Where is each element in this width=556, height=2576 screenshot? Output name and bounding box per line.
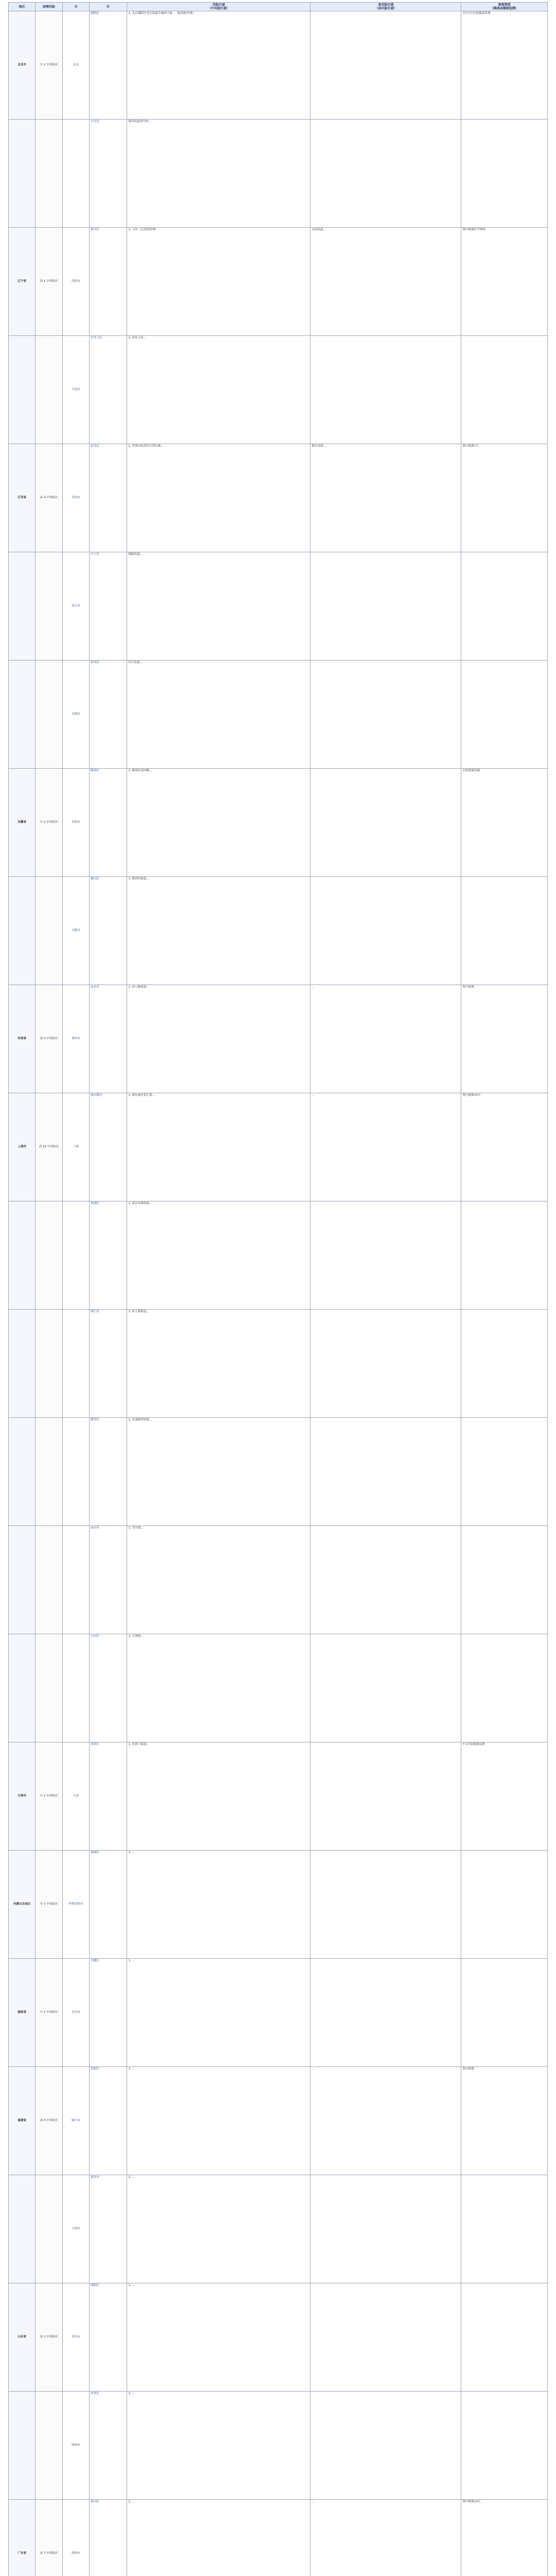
- district-cell: 浦东新区: [90, 1093, 127, 1201]
- city-cell: 宁德市: [62, 2175, 89, 2283]
- risk-level-cell: 高 1 中风险区: [36, 228, 62, 336]
- region-cell: 广东省: [9, 2500, 36, 2576]
- region-cell: 山东省: [9, 2283, 36, 2392]
- risk-level-cell: [36, 1310, 62, 1418]
- city-cell: [62, 1418, 89, 1526]
- high-risk-areas-cell: [310, 877, 461, 985]
- mid-risk-areas-cell: 新村街道看丹村...: [127, 120, 310, 228]
- high-risk-areas-cell: [310, 1851, 461, 1959]
- risk-level-cell: [36, 2175, 62, 2283]
- high-risk-areas-cell: [310, 1418, 461, 1526]
- district-cell: 南山区: [90, 2500, 127, 2576]
- city-cell: [62, 1634, 89, 1742]
- city-cell: 阜阳市: [62, 769, 89, 877]
- mid-risk-areas-cell: 1. 小区（已封闭管理）: [127, 228, 310, 336]
- mid-risk-areas-cell: 1. 经八路街道...: [127, 985, 310, 1093]
- table-row: [9, 552, 548, 660]
- table-row: [9, 769, 548, 877]
- district-cell: 朝阳区: [90, 11, 127, 120]
- header-note: 落地管控 （隔离或健康监测）: [461, 3, 548, 11]
- table-row: [9, 1093, 548, 1201]
- region-cell: [9, 120, 36, 228]
- control-note-cell: [461, 1851, 548, 1959]
- city-cell: 无锡市: [62, 660, 89, 769]
- region-cell: [9, 1418, 36, 1526]
- mid-risk-areas-cell: 1. 北京朝阳区望京街道阜通西大街...（低风险区域）: [127, 11, 310, 120]
- control-note-cell: [461, 660, 548, 769]
- district-cell: 岳麓区: [90, 1959, 127, 2067]
- header-city: 市: [62, 3, 89, 11]
- control-note-cell: [461, 1201, 548, 1310]
- district-cell: 思明区: [90, 2067, 127, 2175]
- high-risk-areas-cell: ...: [310, 2500, 461, 2576]
- high-risk-areas-cell: [310, 336, 461, 444]
- header-district: 区: [90, 3, 127, 11]
- table-row: [9, 336, 548, 444]
- risk-level-cell: [36, 120, 62, 228]
- table-row: [9, 660, 548, 769]
- mid-risk-areas-cell: 1. 彭浦新村街道...: [127, 1418, 310, 1526]
- region-cell: 福建省: [9, 2067, 36, 2175]
- header-level: 疫情风险: [36, 3, 62, 11]
- high-risk-areas-cell: [310, 1310, 461, 1418]
- risk-level-cell: [36, 552, 62, 660]
- risk-level-cell: 高 5 中风险区: [36, 2067, 62, 2175]
- mid-risk-areas-cell: 1. 斜土路街道...: [127, 1310, 310, 1418]
- table-row: [9, 11, 548, 120]
- control-note-cell: [461, 552, 548, 660]
- header-high: 高风险区域 （高风险区域）: [310, 3, 461, 11]
- risk-level-cell: [36, 1201, 62, 1310]
- mid-risk-areas-cell: 1. 稻香村街道...: [127, 877, 310, 985]
- risk-level-cell: 高 3 中风险区: [36, 985, 62, 1093]
- risk-level-cell: [36, 1634, 62, 1742]
- high-risk-areas-cell: 新区南部...: [310, 444, 461, 552]
- control-note-cell: 集中隔离: [461, 2067, 548, 2175]
- city-cell: 郑州市: [62, 985, 89, 1093]
- risk-level-cell: [36, 2392, 62, 2500]
- risk-level-cell: 高 15 中风险区: [36, 1093, 62, 1201]
- mid-risk-areas-cell: 1. 南京东路街道...: [127, 1201, 310, 1310]
- table-row: [9, 1201, 548, 1310]
- mid-risk-areas-cell: 1. ...: [127, 2392, 310, 2500]
- city-cell: 大连市: [62, 336, 89, 444]
- city-cell: 合肥市: [62, 877, 89, 985]
- high-risk-areas-cell: ...: [310, 1093, 461, 1201]
- risk-level-cell: 高 7 中风险区: [36, 2500, 62, 2576]
- mid-risk-areas-cell: 秣陵街道...: [127, 552, 310, 660]
- region-cell: 江苏省: [9, 444, 36, 552]
- region-cell: 北京市: [9, 11, 36, 120]
- region-cell: 天津市: [9, 1742, 36, 1851]
- region-cell: 安徽省: [9, 769, 36, 877]
- mid-risk-areas-cell: 1. 颍州区清河路...: [127, 769, 310, 877]
- risk-level-cell: 中 1 中风险区: [36, 1959, 62, 2067]
- district-cell: 甘井子区: [90, 336, 127, 444]
- risk-level-cell: [36, 336, 62, 444]
- region-cell: 内蒙古自治区: [9, 1851, 36, 1959]
- high-risk-areas-cell: [310, 11, 461, 120]
- table-row: [9, 2283, 548, 2392]
- risk-level-cell: 中 1 中风险区: [36, 1742, 62, 1851]
- district-cell: 新吴区: [90, 660, 127, 769]
- table-row: [9, 2175, 548, 2283]
- city-cell: 青岛市: [62, 2283, 89, 2392]
- city-cell: 深圳市: [62, 2500, 89, 2576]
- control-note-cell: 集中隔离14天: [461, 2500, 548, 2576]
- control-note-cell: [461, 2392, 548, 2500]
- district-cell: 蜀山区: [90, 877, 127, 985]
- control-note-cell: [461, 336, 548, 444]
- district-cell: 黄浦区: [90, 1201, 127, 1310]
- risk-zone-table: [8, 2, 548, 2576]
- city-cell: 北京: [62, 11, 89, 120]
- mid-risk-areas-cell: 1. 居住小区...: [127, 336, 310, 444]
- city-cell: 威海市: [62, 2392, 89, 2500]
- district-cell: 闵行区: [90, 1526, 127, 1634]
- risk-level-cell: 高 2 中风险区: [36, 2283, 62, 2392]
- control-note-cell: 集中隔离: [461, 985, 548, 1093]
- mid-risk-areas-cell: 1. ...: [127, 2500, 310, 2576]
- control-note-cell: [461, 1959, 548, 2067]
- district-cell: 姑苏区: [90, 444, 127, 552]
- high-risk-areas-cell: [310, 2175, 461, 2283]
- risk-level-cell: 高 4 中风险区: [36, 444, 62, 552]
- mid-risk-areas-cell: 旺庄街道...: [127, 660, 310, 769]
- high-risk-areas-cell: [310, 1634, 461, 1742]
- table-row: [9, 1959, 548, 2067]
- table-row: [9, 1742, 548, 1851]
- city-cell: 天津: [62, 1742, 89, 1851]
- high-risk-areas-cell: [310, 2392, 461, 2500]
- control-note-cell: 居家健康监测: [461, 769, 548, 877]
- region-cell: [9, 2392, 36, 2500]
- mid-risk-areas-cell: 1. ...: [127, 2175, 310, 2283]
- high-risk-areas-cell: [310, 769, 461, 877]
- control-note-cell: 集中隔离14天: [461, 1093, 548, 1201]
- region-cell: 辽宁省: [9, 228, 36, 336]
- risk-level-cell: [36, 660, 62, 769]
- control-note-cell: [461, 120, 548, 228]
- risk-level-cell: [36, 877, 62, 985]
- mid-risk-areas-cell: 1. 莘庄镇...: [127, 1526, 310, 1634]
- high-risk-areas-cell: ...: [310, 2067, 461, 2175]
- table-row: [9, 877, 548, 985]
- risk-level-cell: [36, 1418, 62, 1526]
- control-note-cell: [461, 1310, 548, 1418]
- district-cell: 江宁区: [90, 552, 127, 660]
- table-row: [9, 1526, 548, 1634]
- mid-risk-areas-cell: 1. ...: [127, 1959, 310, 2067]
- region-cell: [9, 1634, 36, 1742]
- header-region: 地区: [9, 3, 36, 11]
- city-cell: [62, 120, 89, 228]
- region-cell: [9, 1310, 36, 1418]
- mid-risk-areas-cell: 1. 浦东新区张江镇...: [127, 1093, 310, 1201]
- risk-level-cell: 中 2 中风险区: [36, 769, 62, 877]
- high-risk-areas-cell: [310, 1526, 461, 1634]
- city-cell: [62, 1201, 89, 1310]
- region-cell: [9, 877, 36, 985]
- city-cell: 南京市: [62, 552, 89, 660]
- risk-level-cell: [36, 1526, 62, 1634]
- table-row: [9, 1851, 548, 1959]
- district-cell: 环翠区: [90, 2392, 127, 2500]
- high-risk-areas-cell: ...: [310, 985, 461, 1093]
- city-cell: [62, 1526, 89, 1634]
- district-cell: 颍州区: [90, 769, 127, 877]
- city-cell: 苏州市: [62, 444, 89, 552]
- district-cell: 静安区: [90, 1418, 127, 1526]
- table-row: [9, 2500, 548, 2576]
- district-cell: 西青区: [90, 1742, 127, 1851]
- region-cell: [9, 1201, 36, 1310]
- table-row: [9, 2067, 548, 2175]
- district-cell: 和平区: [90, 228, 127, 336]
- control-note-cell: [461, 1526, 548, 1634]
- district-cell: 新城区: [90, 1851, 127, 1959]
- control-note-cell: [461, 2175, 548, 2283]
- district-cell: 宝山区: [90, 1634, 127, 1742]
- high-risk-areas-cell: [310, 2283, 461, 2392]
- high-risk-areas-cell: [310, 120, 461, 228]
- control-note-cell: 集中隔离7天: [461, 444, 548, 552]
- city-cell: 呼和浩特市: [62, 1851, 89, 1959]
- city-cell: 沈阳市: [62, 228, 89, 336]
- table-header-row: [9, 3, 548, 11]
- control-note-cell: [461, 1634, 548, 1742]
- table-row: [9, 1310, 548, 1418]
- table-row: [9, 1418, 548, 1526]
- region-cell: 湖南省: [9, 1959, 36, 2067]
- control-note-cell: 7天居家健康监测: [461, 1742, 548, 1851]
- mid-risk-areas-cell: 1. 西营门街道...: [127, 1742, 310, 1851]
- table-row: [9, 120, 548, 228]
- mid-risk-areas-cell: 1. ...: [127, 2067, 310, 2175]
- region-cell: [9, 1526, 36, 1634]
- district-cell: 丰台区: [90, 120, 127, 228]
- mid-risk-areas-cell: 1. 大场镇...: [127, 1634, 310, 1742]
- risk-level-cell: 中 1 中风险区: [36, 11, 62, 120]
- city-cell: 上海: [62, 1093, 89, 1201]
- high-risk-areas-cell: [310, 1742, 461, 1851]
- control-note-cell: [461, 877, 548, 985]
- district-cell: 城阳区: [90, 2283, 127, 2392]
- region-cell: [9, 660, 36, 769]
- city-cell: 厦门市: [62, 2067, 89, 2175]
- city-cell: [62, 1310, 89, 1418]
- region-cell: [9, 336, 36, 444]
- region-cell: 河南省: [9, 985, 36, 1093]
- table-row: [9, 1634, 548, 1742]
- control-note-cell: 实行7天居家健康监测: [461, 11, 548, 120]
- region-cell: [9, 2175, 36, 2283]
- district-cell: 徐汇区: [90, 1310, 127, 1418]
- high-risk-areas-cell: [310, 1959, 461, 2067]
- high-risk-areas-cell: 太原街道...: [310, 228, 461, 336]
- high-risk-areas-cell: [310, 1201, 461, 1310]
- high-risk-areas-cell: [310, 552, 461, 660]
- control-note-cell: [461, 2283, 548, 2392]
- district-cell: 福安市: [90, 2175, 127, 2283]
- district-cell: 金水区: [90, 985, 127, 1093]
- mid-risk-areas-cell: 1. ...: [127, 1851, 310, 1959]
- mid-risk-areas-cell: 1. ...: [127, 2283, 310, 2392]
- region-cell: 上海市: [9, 1093, 36, 1201]
- table-row: [9, 444, 548, 552]
- control-note-cell: 集中隔离医学观察: [461, 228, 548, 336]
- header-mid: 风险区域 （中风险区域）: [127, 3, 310, 11]
- document-sheet: [8, 2, 548, 2576]
- city-cell: 长沙市: [62, 1959, 89, 2067]
- control-note-cell: [461, 1418, 548, 1526]
- high-risk-areas-cell: [310, 660, 461, 769]
- risk-level-cell: 中 1 中风险区: [36, 1851, 62, 1959]
- table-row: [9, 2392, 548, 2500]
- mid-risk-areas-cell: 1. 苏州市姑苏区白塔东路...: [127, 444, 310, 552]
- table-row: [9, 228, 548, 336]
- region-cell: [9, 552, 36, 660]
- table-row: [9, 985, 548, 1093]
